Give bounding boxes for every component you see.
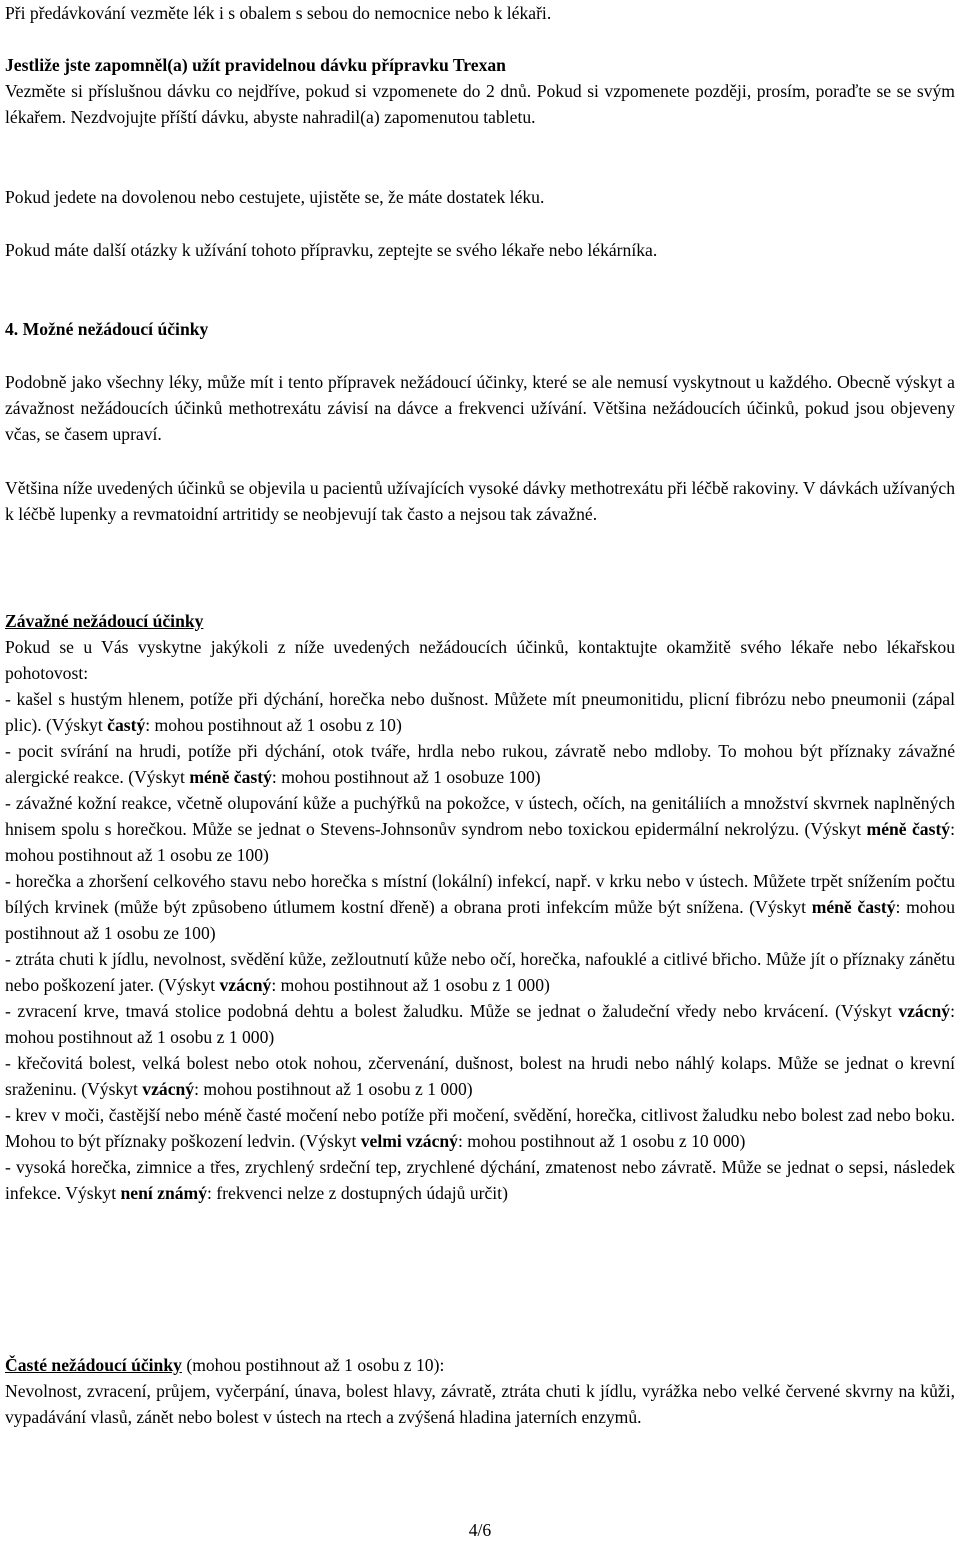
frequency-range: : mohou postihnout až 1 osobuze 100) — [271, 767, 541, 787]
frequency-range: : mohou postihnout až 1 osobu z 10 000) — [457, 1131, 746, 1151]
side-effect-description: - křečovitá bolest, velká bolest nebo otok nohou, zčervenání, dušnost, bolest na hrudi nebo náhlý kolaps. Může se jednat o krevní sraženinu. (Výskyt — [5, 1053, 955, 1099]
frequency-range: : mohou postihnout až 1 osobu ze 100) — [5, 819, 955, 865]
side-effect-description: - kašel s hustým hlenem, potíže při dýchání, horečka nebo dušnost. Můžete mít pneumonitidu, plicní fibrózu nebo pneumonii (zápal plic). (Výskyt — [5, 689, 955, 735]
frequency-range: : mohou postihnout až 1 osobu z 10) — [145, 715, 402, 735]
frequency-label: není známý — [120, 1183, 207, 1203]
serious-side-effect-item — [5, 790, 955, 868]
section-4-high-dose-paragraph: Většina níže uvedených účinků se objevila u pacientů užívajících vysoké dávky methotrexátu při léčbě rakoviny. V dávkách užívaných k léčbě lupenky a revmatoidní artritidy se neobjevují tak často a nejsou tak závažné. — [5, 478, 955, 524]
serious-side-effects-intro: Pokud se u Vás vyskytne jakýkoli z níže uvedených nežádoucích účinků, kontaktujte okamžitě svého lékaře nebo lékařskou pohotovost: — [5, 637, 955, 683]
common-side-effects-section — [5, 1352, 955, 1430]
frequency-range: : frekvenci nelze z dostupných údajů určit) — [207, 1183, 508, 1203]
serious-side-effect-item — [5, 738, 955, 790]
travel-note: Pokud jedete na dovolenou nebo cestujete, ujistěte se, že máte dostatek léku. — [5, 187, 545, 207]
common-side-effects-frequency: (mohou postihnout až 1 osobu z 10): — [181, 1355, 445, 1375]
overdose-hospital-note: Při předávkování vezměte lék i s obalem s sebou do nemocnice nebo k lékaři. — [5, 3, 552, 23]
frequency-label: vzácný — [219, 975, 272, 995]
missed-dose-text: Vezměte si příslušnou dávku co nejdříve, pokud si vzpomenete do 2 dnů. Pokud si vzpomenete později, prosím, poraďte se se svým lékařem. Nezdvojujte příští dávku, abyste nahradil(a) zapomenutou tabletu. — [5, 81, 955, 127]
serious-side-effects-heading: Závažné nežádoucí účinky — [5, 611, 204, 631]
frequency-label: velmi vzácný — [360, 1131, 458, 1151]
questions-note: Pokud máte další otázky k užívání tohoto přípravku, zeptejte se svého lékaře nebo lékárníka. — [5, 240, 658, 260]
side-effect-description: - pocit svírání na hrudi, potíže při dýchání, otok tváře, hrdla nebo rukou, závratě nebo mdloby. To mohou být příznaky závažné alergické reakce. (Výskyt — [5, 741, 955, 787]
missed-dose-heading: Jestliže jste zapomněl(a) užít pravidelnou dávku přípravku Trexan — [5, 55, 506, 75]
frequency-range: : mohou postihnout až 1 osobu z 1 000) — [271, 975, 550, 995]
frequency-label: méně častý — [189, 767, 272, 787]
serious-side-effect-item — [5, 1154, 955, 1206]
serious-side-effect-item — [5, 998, 955, 1050]
frequency-label: vzácný — [898, 1001, 951, 1021]
section-4-intro-paragraph: Podobně jako všechny léky, může mít i tento přípravek nežádoucí účinky, které se ale nemusí vyskytnout u každého. Obecně výskyt a závažnost nežádoucích účinků methotrexátu závisí na dávce a frekvenci užívání. Většina nežádoucích účinků, pokud jsou objeveny včas, se časem upraví. — [5, 372, 955, 444]
serious-side-effect-item — [5, 1102, 955, 1154]
frequency-range: : mohou postihnout až 1 osobu ze 100) — [5, 897, 955, 943]
section-4-heading: 4. Možné nežádoucí účinky — [5, 319, 209, 339]
serious-side-effect-item — [5, 1050, 955, 1102]
side-effect-description: - vysoká horečka, zimnice a třes, zrychlený srdeční tep, zrychlené dýchání, zmatenost nebo závratě. Může se jednat o sepsi, následek infekce. Výskyt — [5, 1157, 955, 1203]
frequency-label: vzácný — [142, 1079, 195, 1099]
side-effect-description: - horečka a zhoršení celkového stavu nebo horečka s místní (lokální) infekcí, např. v krku nebo v ústech. Můžete trpět snížením počtu bílých krvinek (může být způsobeno útlumem kostní dřeně) a obrana proti infekcím může být snížena. (Výskyt — [5, 871, 955, 917]
serious-side-effects-list — [5, 686, 955, 1206]
side-effect-description: - krev v moči, častější nebo méně časté močení nebo potíže při močení, svědění, horečka, citlivost žaludku nebo bolest zad nebo boku. Mohou to být příznaky poškození ledvin. (Výskyt — [5, 1105, 955, 1151]
missed-dose-section — [5, 52, 955, 130]
serious-side-effect-item — [5, 946, 955, 998]
side-effect-description: - zvracení krve, tmavá stolice podobná dehtu a bolest žaludku. Může se jednat o žaludeční vředy nebo krvácení. (Výskyt — [5, 1001, 899, 1021]
common-side-effects-text: Nevolnost, zvracení, průjem, vyčerpání, únava, bolest hlavy, závratě, ztráta chuti k jídlu, vyrážka nebo velké červené skvrny na kůži, vypadávání vlasů, zánět nebo bolest v ústech na rtech a zvýšená hladina jaterních enzymů. — [5, 1381, 955, 1427]
common-side-effects-heading: Časté nežádoucí účinky — [5, 1355, 182, 1375]
page-number: 4/6 — [468, 1520, 492, 1540]
serious-side-effect-item — [5, 686, 955, 738]
side-effect-description: - ztráta chuti k jídlu, nevolnost, svědění kůže, zežloutnutí kůže nebo očí, horečka, nafouklé a citlivé břicho. Může jít o příznaky zánětu nebo poškození jater. (Výskyt — [5, 949, 955, 995]
serious-side-effect-item — [5, 868, 955, 946]
frequency-label: méně častý — [811, 897, 896, 917]
frequency-label: méně častý — [866, 819, 951, 839]
frequency-label: častý — [107, 715, 146, 735]
frequency-range: : mohou postihnout až 1 osobu z 1 000) — [194, 1079, 473, 1099]
serious-side-effects-section — [5, 608, 955, 1206]
side-effect-description: - závažné kožní reakce, včetně olupování kůže a puchýřků na pokožce, v ústech, očích, na genitáliích a množství skvrnek naplněných hnisem spolu s horečkou. Může se jednat o Stevens-Johnsonův syndrom nebo toxickou epidermální nekrolýzu. (Výskyt — [5, 793, 955, 839]
common-side-effects-heading-line — [5, 1352, 955, 1378]
frequency-range: : mohou postihnout až 1 osobu z 1 000) — [5, 1001, 955, 1047]
